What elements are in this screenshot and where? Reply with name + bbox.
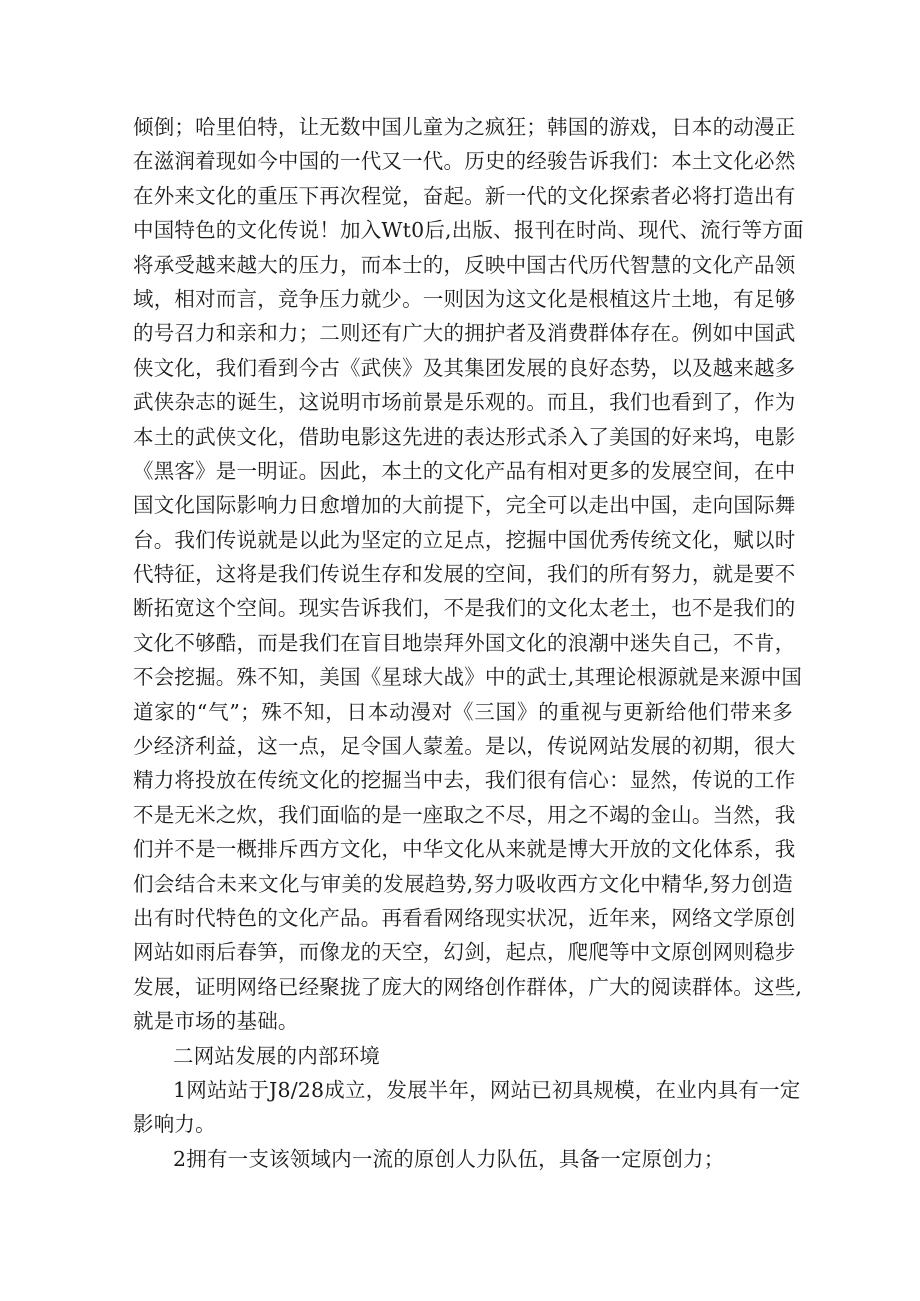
text-line: 《黑客》是一明证。因此，本土的文化产品有相对更多的发展空间，在中	[133, 458, 796, 483]
text-line: 网站如雨后春笋，而像龙的天空，幻剑，起点，爬爬等中文原创网则稳步	[133, 940, 796, 965]
text-line: 不是无米之炊，我们面临的是一座取之不尽，用之不竭的金山。当然，我	[133, 802, 796, 827]
text-line: 就是市场的基础。	[133, 1009, 299, 1034]
text-line: 倾倒；哈里伯特，让无数中国儿童为之疯狂；韩国的游戏，日本的动漫正	[133, 115, 796, 139]
text-line: 在滋润着现如今中国的一代又一代。历史的经骏告诉我们：本土文化必然	[133, 149, 796, 174]
text-line: 道家的“气”；殊不知，日本动漫对《三国》的重视与更新给他们带来多	[133, 699, 793, 724]
text-line: 本土的武侠文化，借助电影这先进的表达形式杀入了美国的好来坞，电影	[133, 424, 796, 449]
text-line: 国文化国际影响力日愈增加的大前提下，完全可以走出中国，走向国际舞	[133, 493, 796, 518]
text-line: 台。我们传说就是以此为坚定的立足点，挖掘中国优秀传统文化，赋以时	[133, 527, 796, 552]
text-line: 精力将投放在传统文化的挖掘当中去，我们很有信心：显然，传说的工作	[133, 768, 796, 793]
text-line: 出有时代特色的文化产品。再看看网络现实状况，近年来，网络文学原创	[133, 905, 796, 930]
text-line: 在外来文化的重压下再次程觉，奋起。新一代的文化探索者必将打造出有	[133, 183, 796, 208]
text-line: 文化不够酷，而是我们在盲目地崇拜外国文化的浪潮中迷失自己，不肯，	[133, 630, 796, 655]
text-line: 中国特色的文化传说！加入Wt0后,出版、报刊在时尚、现代、流行等方面	[133, 218, 804, 243]
text-line: 侠文化，我们看到今古《武侠》及其集团发展的良好态势，以及越来越多	[133, 355, 796, 380]
text-line: 武侠杂志的诞生，这说明市场前景是乐观的。而且，我们也看到了，作为	[133, 390, 796, 415]
text-line: 断拓宽这个空间。现实告诉我们，不是我们的文化太老土，也不是我们的	[133, 596, 796, 621]
text-line: 代特征，这将是我们传说生存和发展的空间，我们的所有努力，就是要不	[133, 562, 796, 587]
text-line: 的号召力和亲和力；二则还有广大的拥护者及消费群体存在。例如中国武	[133, 321, 796, 346]
body-text	[133, 110, 804, 1176]
text-line: 域，相对而言，竞争压力就少。一则因为这文化是根植这片土地，有足够	[133, 286, 796, 311]
text-line: 们并不是一概排斥西方文化，中华文化从来就是博大开放的文化体系，我	[133, 837, 796, 862]
list-item-line: 1网站站于J8/28成立，发展半年，网站已初具规模，在业内具有一定	[173, 1077, 801, 1102]
text-line: 少经济利益，这一点，足令国人蒙羞。是以，传说网站发展的初期，很大	[133, 734, 796, 759]
text-line: 将承受越来越大的压力，而本士的，反映中国古代历代智慧的文化产品领	[133, 252, 796, 277]
list-item-line: 影响力。	[133, 1112, 216, 1137]
text-line: 发展，证明网络已经聚拢了庞大的网络创作群体，广大的阅读群体。这些,	[133, 974, 803, 999]
section-heading: 二网站发展的内部环境	[173, 1043, 380, 1068]
list-item-line: 2拥有一支该领域内一流的原创人力队伍，具备一定原创力；	[173, 1146, 725, 1171]
text-line: 不会挖掘。殊不知，美国《星球大战》中的武士,其理论根源就是来源中国	[133, 665, 803, 690]
text-line: 们会结合未来文化与审美的发展趋势,努力吸收西方文化中精华,努力创造	[133, 871, 793, 896]
